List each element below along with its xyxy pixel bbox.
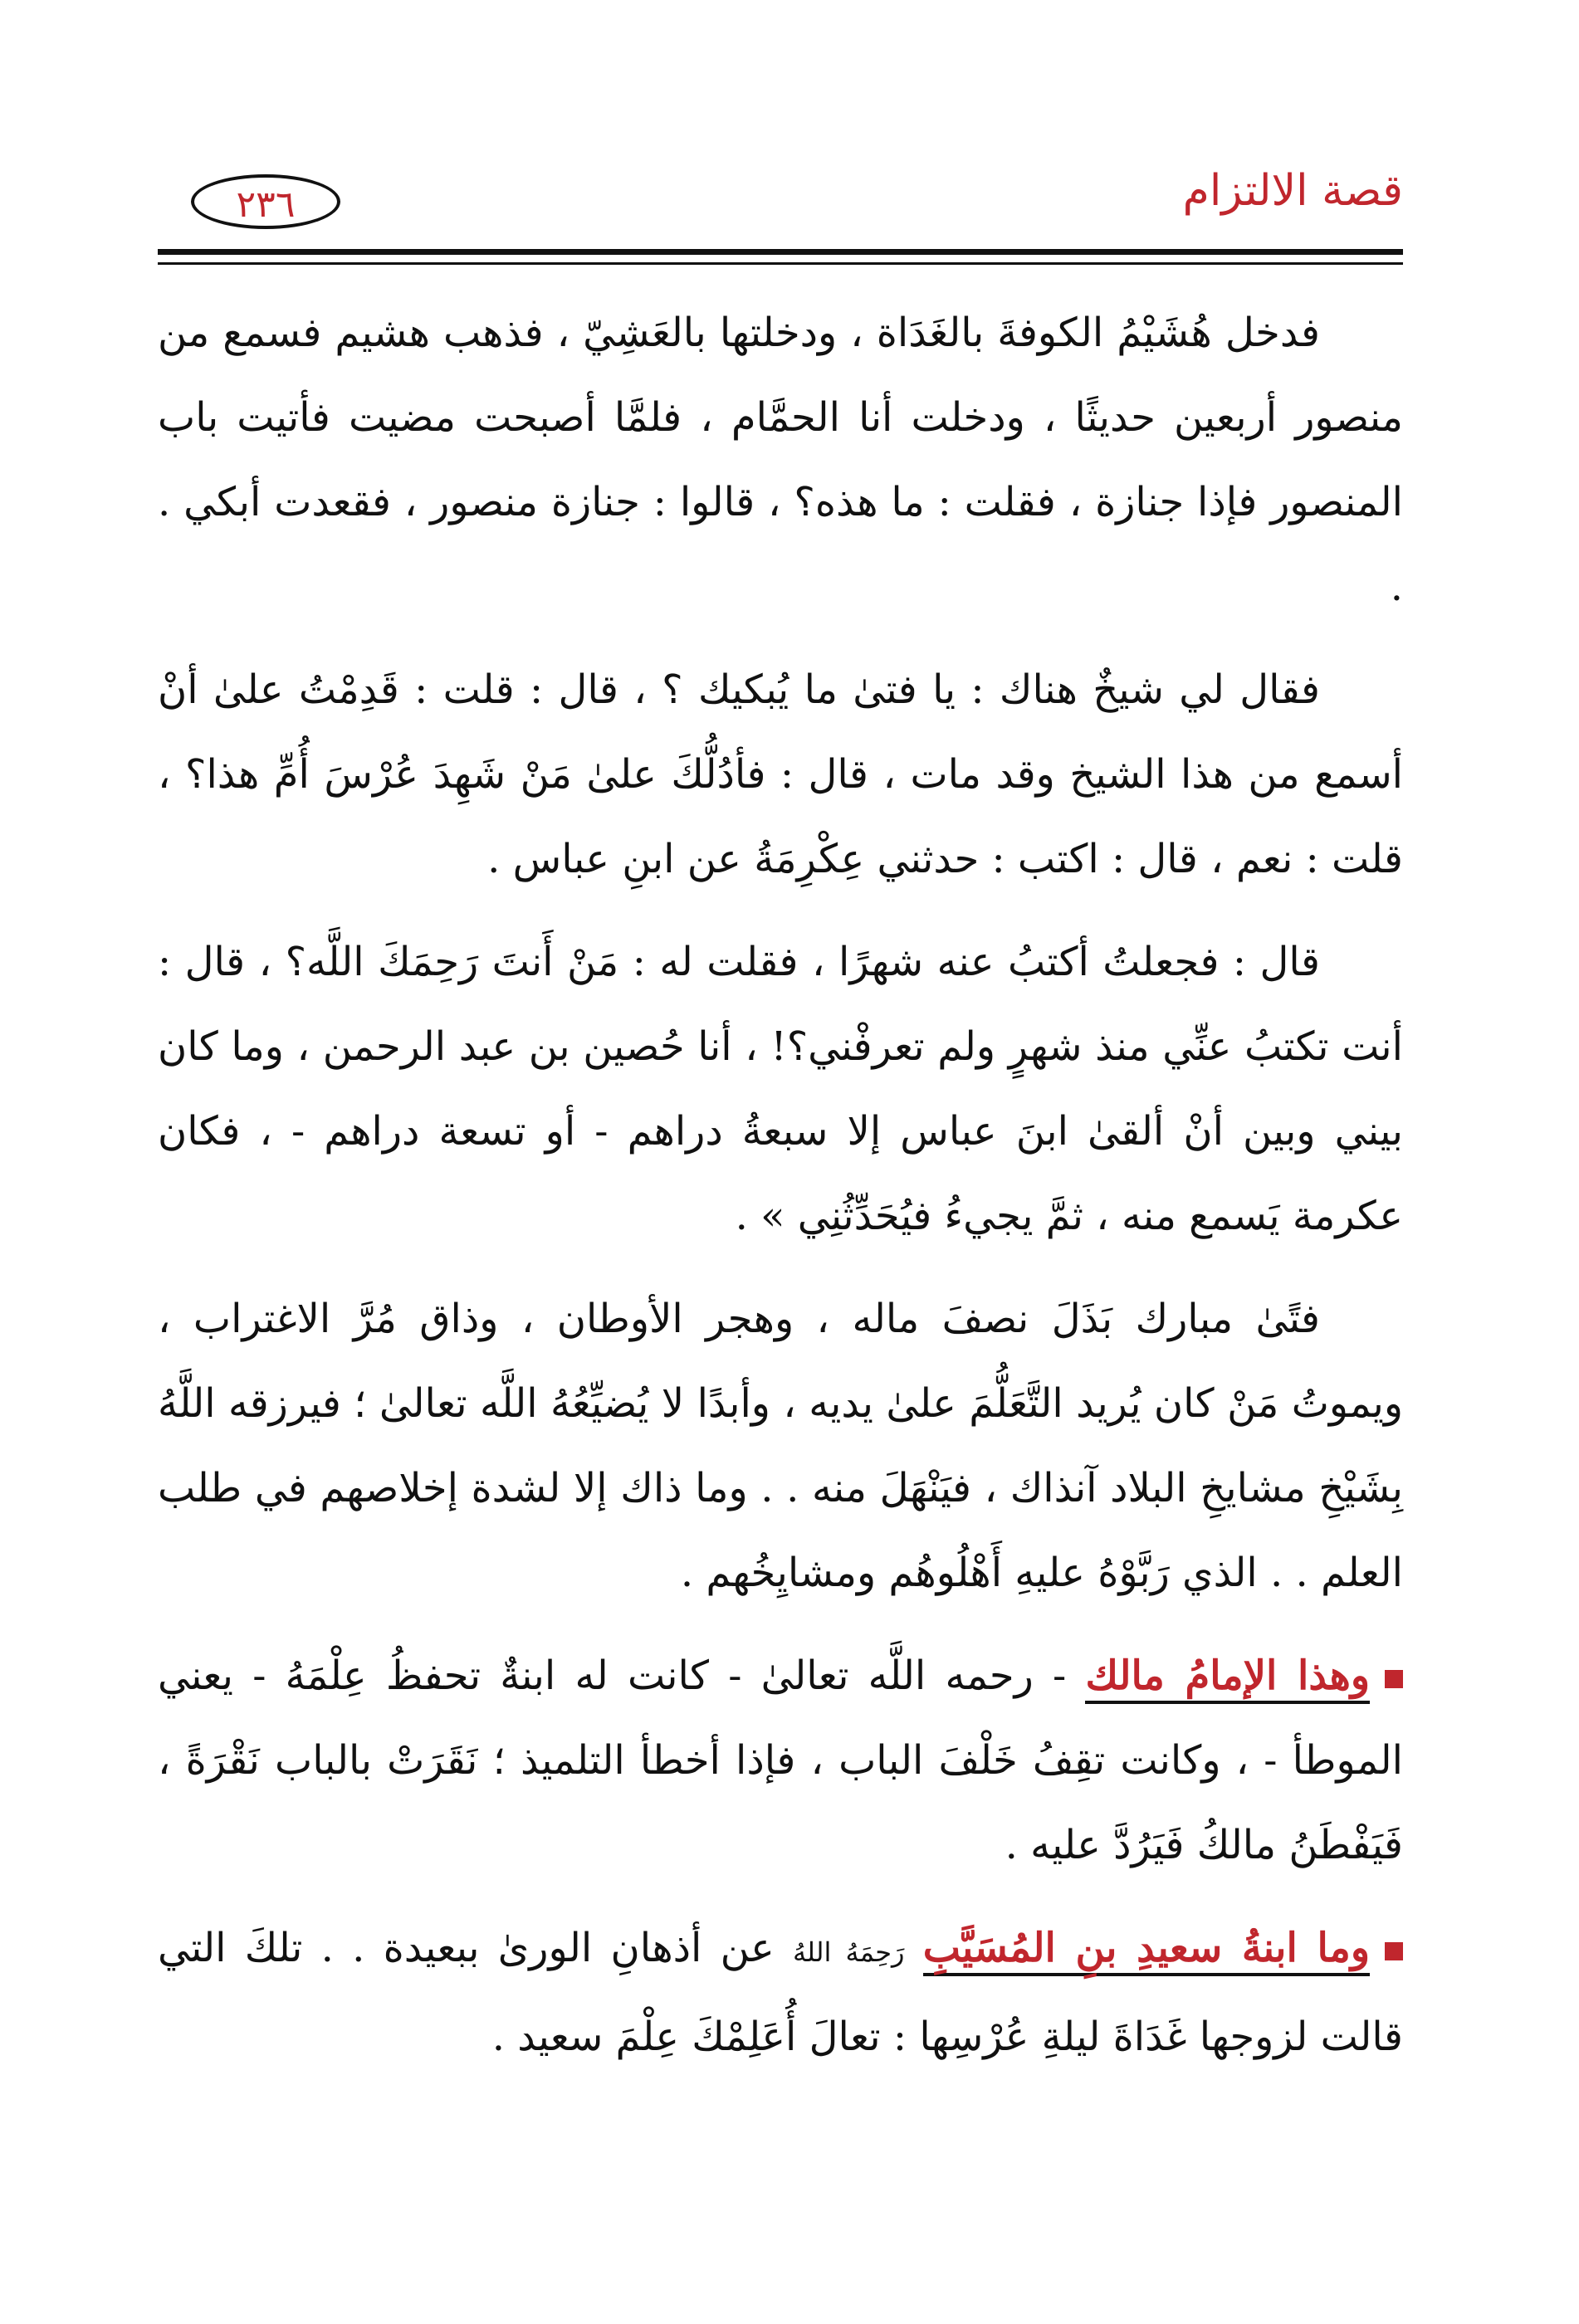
square-bullet-icon [1385, 1942, 1403, 1960]
square-bullet-icon [1385, 1670, 1403, 1688]
saeed-lead: وما ابنةُ سعيدِ بنِ المُسَيَّبِ [923, 1925, 1370, 1976]
header-rule-thin [158, 262, 1403, 265]
malik-paragraph [158, 1633, 1403, 1887]
paragraph-3: قال : فجعلتُ أكتبُ عنه شهرًا ، فقلت له : مَنْ أَنتَ رَحِمَكَ اللَّه؟ ، قال : أنت تكتبُ عنِّي منذ شهرٍ ولم تعرفْني؟! ، أنا حُصين بن عبد الرحمن ، وما كان بيني وبين أنْ ألقىٰ ابنَ عباس إلا سبعةُ دراهم - أو تسعة دراهم - ، فكان عكرمة يَسمع منه ، ثمَّ يجيءُ فيُحَدِّثُنِي » . [158, 939, 1403, 1239]
paragraph-1: فدخل هُشَيْمُ الكوفةَ بالغَدَاة ، ودخلتها بالعَشِيّ ، فذهب هشيم فسمع من منصور أربعين حديثًا ، ودخلت أنا الحمَّام ، فلمَّا أصبحت مضيت فأتيت باب المنصور فإذا جنازة ، فقلت : ما هذه؟ ، قالوا : جنازة منصور ، فقعدت أبكي . . [158, 310, 1403, 610]
saeed-paragraph [158, 1906, 1403, 2079]
page-number: ٢٣٦ [191, 174, 340, 229]
honorific-glyph: رَحِمَهُ اللهُ [793, 1936, 905, 1968]
paragraph-4: فتًىٰ مبارك بَذَلَ نصفَ ماله ، وهجر الأوطان ، وذاق مُرَّ الاغتراب ، ويموتُ مَنْ كان يُريد التَّعَلُّمَ علىٰ يديه ، وأبدًا لا يُضيِّعُهُ اللَّه تعالىٰ ؛ فيرزقه اللَّهُ بِشَيْخِ مشايخِ البلاد آنذاك ، فيَنْهَلَ منه . . وما ذاك إلا لشدة إخلاصهم في طلب العلم . . الذي رَبَّوْهُ عليهِ أَهْلُوهُم ومشايِخُهم . [158, 1296, 1404, 1596]
running-title: قصة الالتزام [1182, 166, 1403, 216]
saeed-text: عن أذهانِ الورىٰ ببعيدة . . تلكَ التي قالت لزوجها غَدَاةَ ليلةِ عُرْسِها : تعالَ أُعَلِمْكَ عِلْمَ سعيد . [158, 1925, 1403, 2060]
paragraph-2: فقال لي شيخٌ هناك : يا فتىٰ ما يُبكيك ؟ ، قال : قلت : قَدِمْتُ علىٰ أنْ أسمع من هذا الشيخ وقد مات ، قال : فأدُلُّكَ علىٰ مَنْ شَهِدَ عُرْسَ أُمِّ هذا؟ ، قلت : نعم ، قال : اكتب : حدثني عِكْرِمَةُ عن ابنِ عباس . [158, 666, 1403, 882]
malik-text: - رحمه اللَّه تعالىٰ - كانت له ابنةٌ تحفظُ عِلْمَهُ - يعني الموطأ - ، وكانت تقِفُ خَلْفَ الباب ، فإذا أخطأ التلميذ ؛ نَقَرَتْ بالباب نَقْرَةً ، فَيَفْطَنُ مالكُ فَيَرُدَّ عليه . [158, 1653, 1403, 1868]
malik-lead: وهذا الإمامُ مالك [1085, 1653, 1370, 1704]
header-rule-thick [158, 249, 1403, 255]
page-body [158, 290, 1403, 2097]
page-header [158, 158, 1403, 232]
